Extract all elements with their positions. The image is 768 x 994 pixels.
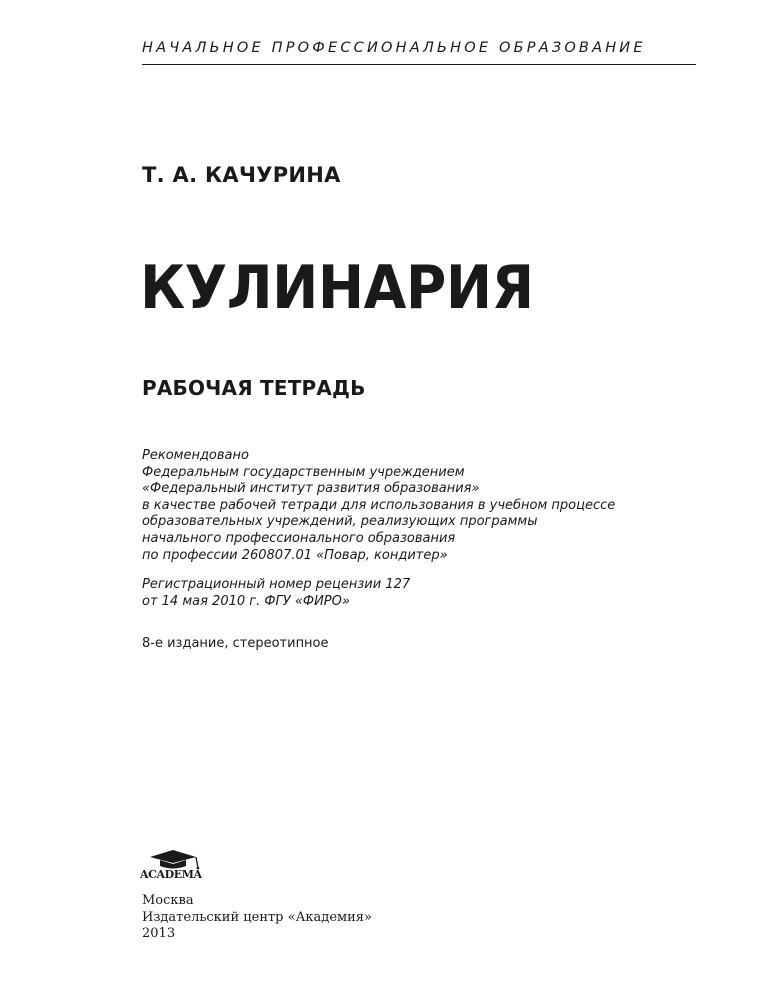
header-rule — [142, 64, 696, 65]
publisher-name: Издательский центр «Академия» — [142, 909, 372, 925]
book-title: КУЛИНАРИЯ — [140, 253, 534, 323]
book-subtitle: РАБОЧАЯ ТЕТРАДЬ — [142, 376, 366, 400]
registration-line: Регистрационный номер рецензии 127 — [142, 577, 411, 592]
recommendation-line: Рекомендовано — [142, 448, 249, 463]
publisher-year: 2013 — [142, 926, 176, 941]
series-title: НАЧАЛЬНОЕ ПРОФЕССИОНАЛЬНОЕ ОБРАЗОВАНИЕ — [142, 40, 646, 56]
registration-line: от 14 мая 2010 г. ФГУ «ФИРО» — [142, 593, 350, 609]
recommendation-line: «Федеральный институт развития образования» — [142, 481, 480, 497]
recommendation-line: начального профессионального образования — [142, 530, 456, 546]
recommendation-block — [142, 448, 615, 564]
edition-note: 8-е издание, стереотипное — [142, 636, 329, 651]
registration-block — [142, 577, 410, 610]
recommendation-line: в качестве рабочей тетради для использования в учебном процессе — [142, 497, 616, 513]
publisher-info — [142, 893, 372, 943]
logo-text: ACADEMA — [140, 868, 202, 881]
publisher-city: Москва — [142, 893, 194, 908]
graduation-cap-icon — [140, 848, 210, 870]
recommendation-line: по профессии 260807.01 «Повар, кондитер» — [142, 547, 448, 563]
recommendation-line: Федеральным государственным учреждением — [142, 464, 465, 480]
publisher-logo — [140, 848, 210, 882]
author: Т. А. КАЧУРИНА — [142, 163, 341, 187]
recommendation-line: образовательных учреждений, реализующих программы — [142, 514, 538, 530]
